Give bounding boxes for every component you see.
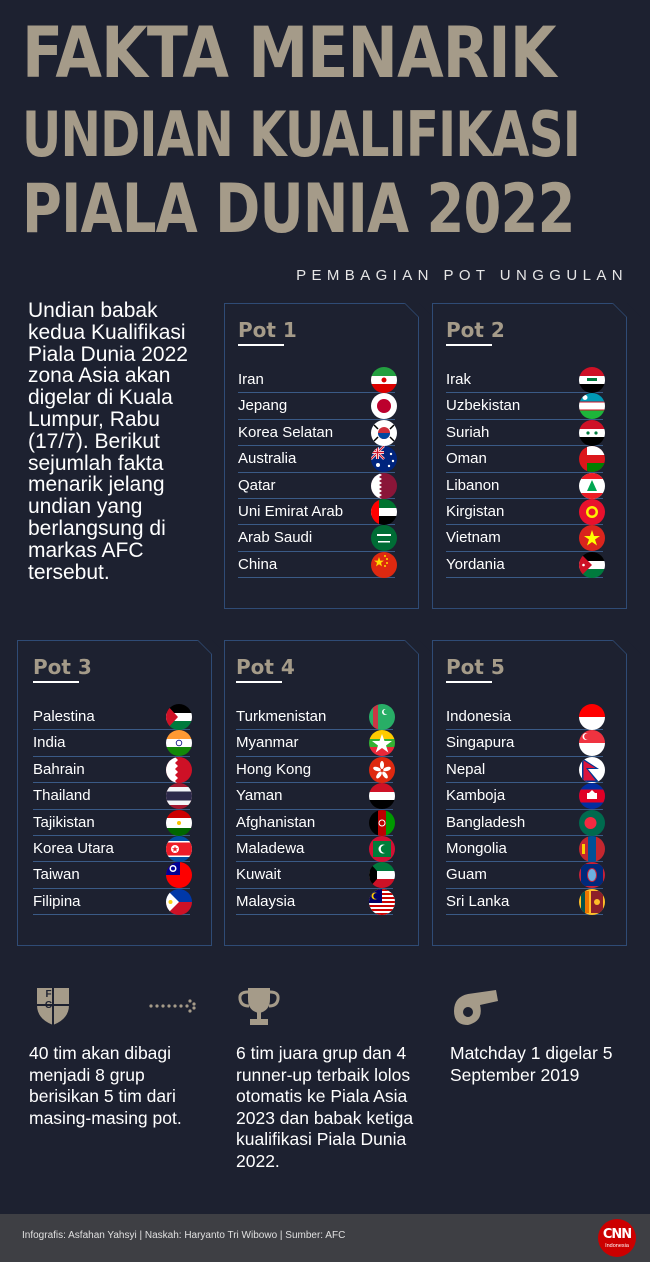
team-name: Maladewa (236, 839, 305, 857)
pot-title-underline (446, 344, 492, 346)
flag-singapore-icon (579, 730, 605, 756)
team-row (33, 783, 190, 809)
flag-nepal-icon (579, 757, 605, 783)
flag-oman-icon (579, 446, 605, 472)
team-row (236, 810, 393, 836)
team-row (446, 862, 603, 888)
team-name: Libanon (446, 476, 500, 494)
flag-philippines-icon (166, 889, 192, 915)
team-name: Kuwait (236, 866, 282, 884)
team-name: Irak (446, 371, 472, 388)
team-row (446, 420, 603, 446)
team-row (238, 446, 395, 472)
flag-qatar-icon (371, 473, 397, 499)
team-row (236, 783, 393, 809)
flag-lebanon-icon (579, 473, 605, 499)
team-name: Qatar (238, 476, 276, 494)
flag-jordan-icon (579, 552, 605, 578)
team-name: India (33, 734, 66, 752)
flag-iraq-icon (579, 367, 605, 393)
team-row (236, 862, 393, 888)
team-row (446, 889, 603, 915)
flag-indonesia-icon (579, 704, 605, 730)
flag-hong-kong-icon (369, 757, 395, 783)
flag-china-icon (371, 552, 397, 578)
trophy-icon (236, 985, 282, 1029)
flag-myanmar-icon (369, 730, 395, 756)
team-row (236, 704, 393, 730)
team-row (446, 393, 603, 419)
flag-kuwait-icon (369, 862, 395, 888)
cnn-indonesia-logo (598, 1219, 636, 1257)
team-name: Jepang (238, 397, 288, 415)
team-row (33, 862, 190, 888)
footer-credits: Infografis: Asfahan Yahsyi | Naskah: Haryanto Tri Wibowo | Sumber: AFC (22, 1230, 346, 1241)
pot-title-underline (33, 681, 79, 683)
team-name: Hong Kong (236, 760, 312, 778)
shield-fc-icon (33, 985, 73, 1027)
team-name: China (238, 555, 278, 573)
team-name: Australia (238, 450, 297, 468)
team-name: Uzbekistan (446, 397, 521, 415)
flag-malaysia-icon (369, 889, 395, 915)
team-name: Arab Saudi (238, 529, 313, 547)
team-list (446, 367, 603, 578)
team-row (446, 367, 603, 393)
team-name: Indonesia (446, 708, 512, 725)
team-name: Iran (238, 371, 264, 388)
pot-title-underline (238, 344, 284, 346)
team-name: Korea Utara (33, 839, 114, 857)
team-row (33, 730, 190, 756)
team-name: Turkmenistan (236, 708, 327, 725)
title-line-2: UNDIAN KUALIFIKASI (22, 98, 580, 171)
team-row (446, 473, 603, 499)
team-name: Taiwan (33, 866, 80, 884)
cnn-logo-sub: Indonesia (605, 1243, 629, 1249)
team-row (33, 757, 190, 783)
team-name: Mongolia (446, 839, 507, 857)
team-name: Kirgistan (446, 502, 505, 520)
flag-vietnam-icon (579, 525, 605, 551)
title-line-3: PIALA DUNIA 2022 (22, 170, 575, 249)
flag-bahrain-icon (166, 757, 192, 783)
shield-fc-text: F C (44, 989, 62, 1011)
team-row (446, 704, 603, 730)
team-name: Sri Lanka (446, 892, 510, 910)
pot-4-box (224, 640, 419, 946)
team-name: Bahrain (33, 760, 85, 778)
fact-qualification: 6 tim juara grup dan 4 runner-up terbaik lolos otomatis ke Piala Asia 2023 dan babak ketiga kualifikasi Piala Dunia 2022. (236, 1043, 414, 1171)
flag-south-korea-icon (371, 420, 397, 446)
team-name: Vietnam (446, 529, 501, 547)
team-name: Palestina (33, 708, 95, 725)
team-row (446, 836, 603, 862)
team-row (236, 730, 393, 756)
team-list (238, 367, 395, 578)
team-name: Tajikistan (33, 813, 95, 831)
team-row (446, 525, 603, 551)
team-name: Yaman (236, 787, 283, 805)
flag-japan-icon (371, 393, 397, 419)
team-row (238, 420, 395, 446)
team-name: Kamboja (446, 787, 506, 805)
flag-guam-icon (579, 862, 605, 888)
flag-sri-lanka-icon (579, 889, 605, 915)
team-list (33, 704, 190, 915)
flag-cambodia-icon (579, 783, 605, 809)
team-row (238, 525, 395, 551)
team-list (236, 704, 393, 915)
flag-uae-icon (371, 499, 397, 525)
pot-title: Pot 2 (446, 318, 505, 342)
team-name: Oman (446, 450, 487, 468)
flag-palestine-icon (166, 704, 192, 730)
team-row (238, 499, 395, 525)
team-name: Yordania (446, 555, 505, 573)
pot-3-box (17, 640, 212, 946)
flag-kyrgyzstan-icon (579, 499, 605, 525)
fact-matchday: Matchday 1 digelar 5 September 2019 (450, 1043, 613, 1085)
flag-turkmenistan-icon (369, 704, 395, 730)
intro-text: Undian babak kedua Kualifikasi Piala Dunia 2022 zona Asia akan digelar di Kuala Lumpur, Rabu (17/7). Berikut sejumlah fakta menarik jelang undian yang berlangsung di markas AFC tersebut. (28, 299, 188, 584)
flag-maldives-icon (369, 836, 395, 862)
flag-bangladesh-icon (579, 810, 605, 836)
team-row (446, 810, 603, 836)
team-row (238, 393, 395, 419)
team-row (446, 499, 603, 525)
team-row (446, 552, 603, 578)
whistle-icon (450, 985, 502, 1029)
flag-syria-icon (579, 420, 605, 446)
team-row (33, 704, 190, 730)
team-row (238, 473, 395, 499)
team-name: Malaysia (236, 892, 296, 910)
pot-title: Pot 1 (238, 318, 297, 342)
team-name: Thailand (33, 787, 91, 805)
fact-groups: 40 tim akan dibagi menjadi 8 grup berisikan 5 tim dari masing-masing pot. (29, 1043, 182, 1128)
team-row (446, 783, 603, 809)
team-name: Guam (446, 866, 487, 884)
flag-saudi-arabia-icon (371, 525, 397, 551)
footer (0, 1214, 650, 1262)
team-row (33, 810, 190, 836)
flag-tajikistan-icon (166, 810, 192, 836)
flag-australia-icon (371, 446, 397, 472)
flag-yemen-icon (369, 783, 395, 809)
flag-uzbekistan-icon (579, 393, 605, 419)
team-name: Korea Selatan (238, 423, 334, 441)
team-name: Singapura (446, 734, 515, 752)
pot-title-underline (236, 681, 282, 683)
team-row (236, 836, 393, 862)
team-name: Uni Emirat Arab (238, 502, 344, 520)
arrow-right-icon (148, 998, 198, 1014)
flag-thailand-icon (166, 783, 192, 809)
pot-title-underline (446, 681, 492, 683)
team-name: Afghanistan (236, 813, 316, 831)
team-row (238, 552, 395, 578)
pot-title: Pot 3 (33, 655, 92, 679)
team-row (446, 757, 603, 783)
team-list (446, 704, 603, 915)
flag-india-icon (166, 730, 192, 756)
flag-taiwan-icon (166, 862, 192, 888)
flag-afghanistan-icon (369, 810, 395, 836)
pot-2-box (432, 303, 627, 609)
team-name: Myanmar (236, 734, 299, 752)
pot-title: Pot 5 (446, 655, 505, 679)
flag-mongolia-icon (579, 836, 605, 862)
team-row (236, 757, 393, 783)
flag-iran-icon (371, 367, 397, 393)
team-row (446, 730, 603, 756)
team-row (236, 889, 393, 915)
team-row (446, 446, 603, 472)
pot-5-box (432, 640, 627, 946)
flag-north-korea-icon (166, 836, 192, 862)
team-name: Bangladesh (446, 813, 526, 831)
team-name: Filipina (33, 892, 81, 910)
team-name: Suriah (446, 423, 490, 441)
team-row (33, 889, 190, 915)
team-row (33, 836, 190, 862)
pot-title: Pot 4 (236, 655, 295, 679)
subtitle: PEMBAGIAN POT UNGGULAN (296, 267, 628, 284)
pot-1-box (224, 303, 419, 609)
team-row (238, 367, 395, 393)
title-line-1: FAKTA MENARIK (22, 12, 556, 94)
cnn-logo-text: CNN (602, 1227, 632, 1242)
team-name: Nepal (446, 760, 486, 778)
